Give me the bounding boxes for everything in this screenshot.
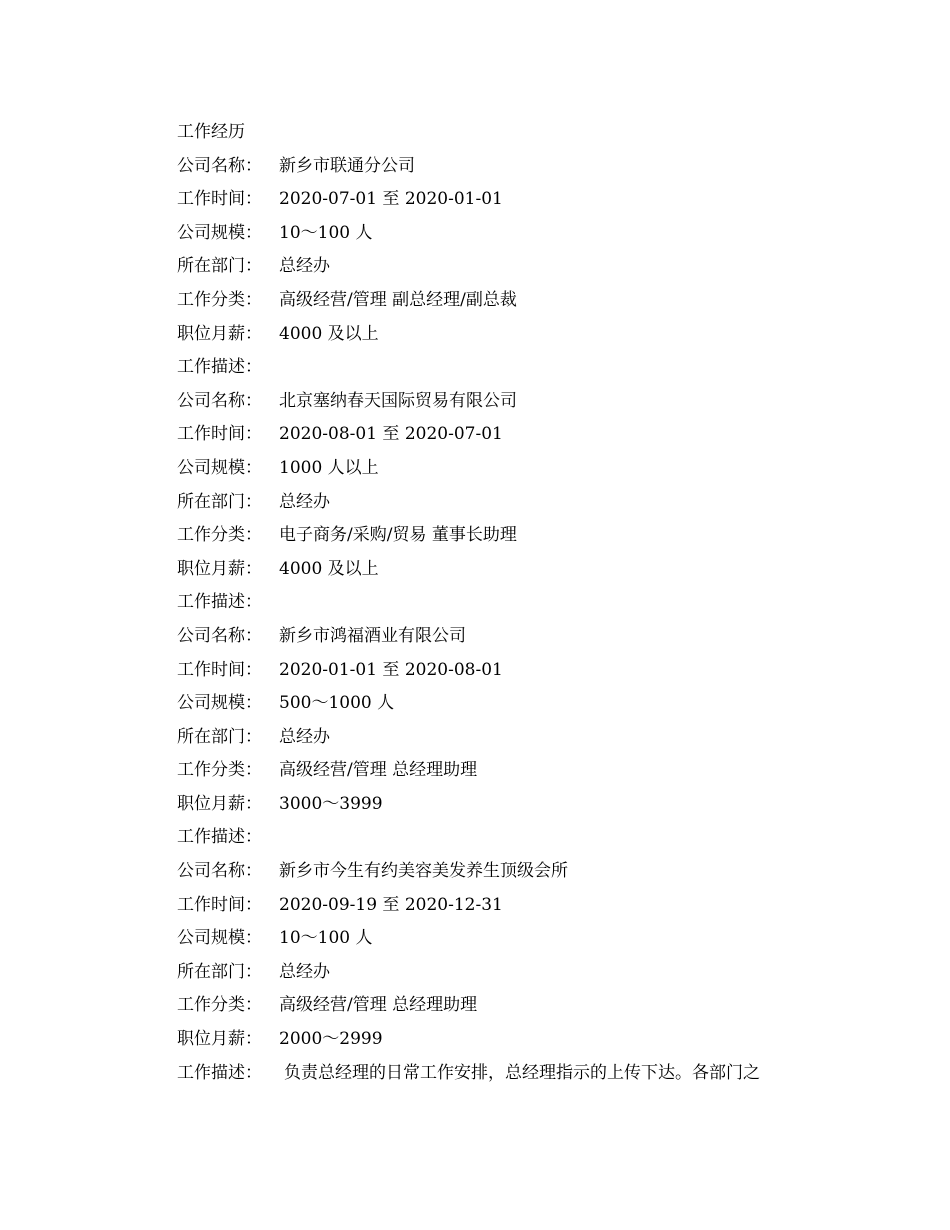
description-label: 工作描述： — [177, 1062, 262, 1083]
salary-label: 职位月薪： — [177, 558, 262, 579]
category-value: 高级经营/管理 副总经理/副总裁 — [279, 289, 517, 310]
size-row — [177, 452, 877, 486]
size-row — [177, 217, 877, 251]
time-label: 工作时间： — [177, 424, 262, 445]
size-label: 公司规模： — [177, 222, 262, 243]
dept-label: 所在部门： — [177, 491, 262, 512]
dept-value: 总经办 — [279, 256, 330, 277]
category-row — [177, 519, 877, 553]
category-row — [177, 989, 877, 1023]
size-row — [177, 922, 877, 956]
size-value: 10～100 人 — [279, 928, 373, 949]
time-label: 工作时间： — [177, 189, 262, 210]
description-label: 工作描述： — [177, 592, 262, 613]
company-value: 新乡市今生有约美容美发养生顶级会所 — [279, 861, 568, 882]
category-label: 工作分类： — [177, 995, 262, 1016]
category-row — [177, 754, 877, 788]
dept-row — [177, 721, 877, 755]
category-value: 高级经营/管理 总经理助理 — [279, 995, 478, 1016]
salary-label: 职位月薪： — [177, 1029, 262, 1050]
time-row — [177, 889, 877, 923]
category-label: 工作分类： — [177, 760, 262, 781]
description-label: 工作描述： — [177, 827, 262, 848]
company-value: 新乡市联通分公司 — [279, 155, 415, 176]
category-row — [177, 284, 877, 318]
time-value: 2020-01-01 至 2020-08-01 — [279, 659, 503, 680]
company-label: 公司名称： — [177, 390, 262, 411]
company-row — [177, 620, 877, 654]
description-row — [177, 821, 877, 855]
dept-row — [177, 250, 877, 284]
dept-value: 总经办 — [279, 491, 330, 512]
category-value: 高级经营/管理 总经理助理 — [279, 760, 478, 781]
time-label: 工作时间： — [177, 894, 262, 915]
description-value — [279, 821, 877, 855]
company-label: 公司名称： — [177, 155, 262, 176]
dept-value: 总经办 — [279, 726, 330, 747]
dept-label: 所在部门： — [177, 726, 262, 747]
description-value — [279, 351, 877, 385]
description-row — [177, 1057, 877, 1091]
time-value: 2020-09-19 至 2020-12-31 — [279, 894, 503, 915]
time-row — [177, 183, 877, 217]
section-title: 工作经历 — [177, 122, 245, 142]
salary-value: 4000 及以上 — [279, 323, 379, 344]
company-row — [177, 855, 877, 889]
job-entry — [177, 620, 877, 855]
salary-label: 职位月薪： — [177, 793, 262, 814]
salary-value: 4000 及以上 — [279, 558, 379, 579]
salary-row — [177, 1023, 877, 1057]
job-entry — [177, 855, 877, 1090]
size-row — [177, 687, 877, 721]
dept-label: 所在部门： — [177, 256, 262, 277]
time-value: 2020-08-01 至 2020-07-01 — [279, 424, 503, 445]
salary-row — [177, 318, 877, 352]
company-row — [177, 150, 877, 184]
time-row — [177, 654, 877, 688]
size-label: 公司规模： — [177, 457, 262, 478]
time-label: 工作时间： — [177, 659, 262, 680]
size-label: 公司规模： — [177, 693, 262, 714]
salary-row — [177, 788, 877, 822]
description-value: 负责总经理的日常工作安排，总经理指示的上传下达。各部门之 — [284, 1062, 760, 1083]
document-page — [177, 116, 877, 1090]
company-row — [177, 385, 877, 419]
size-value: 10～100 人 — [279, 222, 373, 243]
dept-value: 总经办 — [279, 961, 330, 982]
salary-label: 职位月薪： — [177, 323, 262, 344]
time-value: 2020-07-01 至 2020-01-01 — [279, 189, 503, 210]
description-row — [177, 351, 877, 385]
description-value — [279, 586, 877, 620]
time-row — [177, 418, 877, 452]
size-label: 公司规模： — [177, 928, 262, 949]
job-entry — [177, 385, 877, 620]
category-value: 电子商务/采购/贸易 董事长助理 — [279, 525, 517, 546]
category-label: 工作分类： — [177, 525, 262, 546]
salary-row — [177, 553, 877, 587]
salary-value: 2000～2999 — [279, 1029, 383, 1050]
dept-row — [177, 956, 877, 990]
description-label: 工作描述： — [177, 357, 262, 378]
salary-value: 3000～3999 — [279, 793, 383, 814]
company-value: 新乡市鸿福酒业有限公司 — [279, 625, 466, 646]
size-value: 1000 人以上 — [279, 457, 379, 478]
description-row — [177, 586, 877, 620]
category-label: 工作分类： — [177, 289, 262, 310]
size-value: 500～1000 人 — [279, 693, 395, 714]
company-label: 公司名称： — [177, 625, 262, 646]
job-entry — [177, 150, 877, 385]
dept-label: 所在部门： — [177, 961, 262, 982]
company-value: 北京塞纳春天国际贸易有限公司 — [279, 390, 517, 411]
company-label: 公司名称： — [177, 861, 262, 882]
dept-row — [177, 486, 877, 520]
